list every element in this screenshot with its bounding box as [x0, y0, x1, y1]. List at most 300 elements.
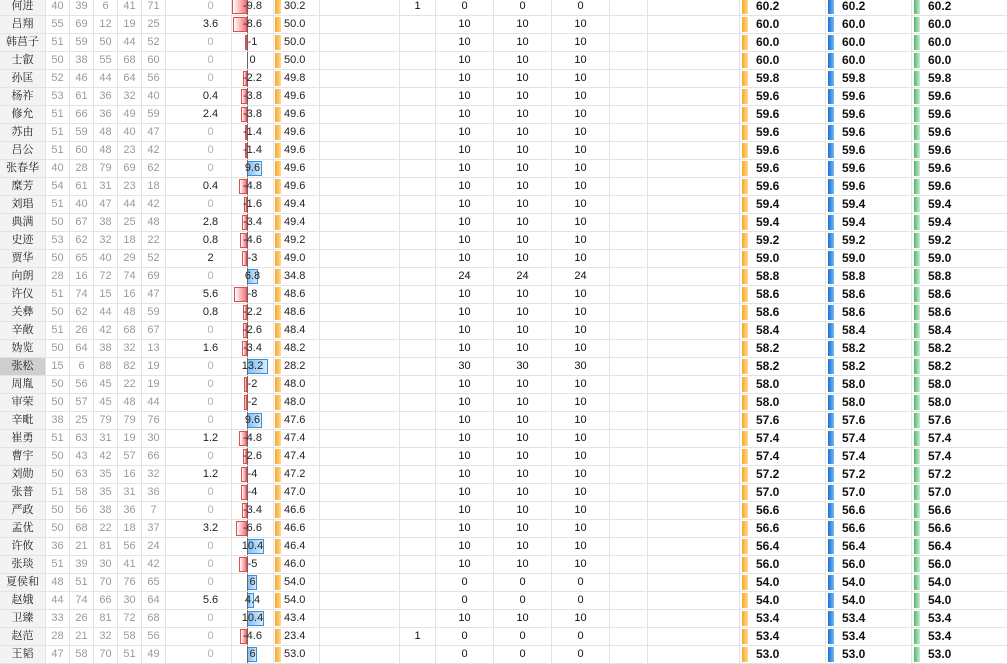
total-cell-green[interactable]: [912, 70, 1007, 87]
empty-cell[interactable]: [610, 376, 648, 393]
value-cell[interactable]: 10: [494, 196, 552, 213]
stat-cell[interactable]: 64: [142, 592, 166, 609]
score-cell[interactable]: [274, 610, 320, 627]
flag-cell[interactable]: [400, 286, 436, 303]
empty-cell[interactable]: [648, 304, 740, 321]
delta-cell[interactable]: [232, 232, 274, 249]
total-cell-blue[interactable]: [826, 322, 912, 339]
empty-cell[interactable]: [320, 610, 400, 627]
total-cell-blue[interactable]: [826, 610, 912, 627]
officer-name-cell[interactable]: 修允: [0, 106, 46, 123]
total-cell-green[interactable]: [912, 196, 1007, 213]
empty-cell[interactable]: [320, 430, 400, 447]
stat-cell[interactable]: 48: [118, 304, 142, 321]
total-cell-orange[interactable]: [740, 340, 826, 357]
empty-cell[interactable]: [648, 106, 740, 123]
value-cell[interactable]: 10: [552, 52, 610, 69]
stat-cell[interactable]: 56: [142, 70, 166, 87]
value-cell[interactable]: 10: [552, 106, 610, 123]
total-cell-blue[interactable]: [826, 538, 912, 555]
value-cell[interactable]: 10: [494, 106, 552, 123]
value-cell[interactable]: 10: [552, 322, 610, 339]
empty-cell[interactable]: [610, 340, 648, 357]
stat-cell[interactable]: 79: [94, 160, 118, 177]
total-cell-green[interactable]: [912, 502, 1007, 519]
stat-cell[interactable]: 44: [118, 34, 142, 51]
stat-cell[interactable]: 66: [142, 448, 166, 465]
total-cell-blue[interactable]: [826, 574, 912, 591]
stat-cell[interactable]: 59: [142, 106, 166, 123]
stat-cell[interactable]: 51: [70, 574, 94, 591]
stat-cell[interactable]: 33: [46, 610, 70, 627]
empty-cell[interactable]: [648, 376, 740, 393]
score-cell[interactable]: [274, 484, 320, 501]
empty-cell[interactable]: [320, 250, 400, 267]
delta-cell[interactable]: [232, 538, 274, 555]
value-cell[interactable]: 10: [552, 610, 610, 627]
value-cell[interactable]: 0: [436, 0, 494, 15]
total-cell-orange[interactable]: [740, 520, 826, 537]
value-cell[interactable]: 10: [552, 430, 610, 447]
total-cell-orange[interactable]: [740, 610, 826, 627]
score-cell[interactable]: [274, 430, 320, 447]
total-cell-orange[interactable]: [740, 70, 826, 87]
delta-cell[interactable]: [232, 304, 274, 321]
officer-name-cell[interactable]: 吕翔: [0, 16, 46, 33]
stat-cell[interactable]: 81: [94, 538, 118, 555]
delta-cell[interactable]: [232, 286, 274, 303]
value-cell[interactable]: 10: [436, 556, 494, 573]
bonus-cell[interactable]: 0: [190, 538, 232, 555]
stat-cell[interactable]: 47: [46, 646, 70, 663]
value-cell[interactable]: 30: [552, 358, 610, 375]
stat-cell[interactable]: 48: [118, 394, 142, 411]
value-cell[interactable]: 10: [494, 160, 552, 177]
bonus-cell[interactable]: 0: [190, 70, 232, 87]
total-cell-blue[interactable]: [826, 0, 912, 15]
stat-cell[interactable]: 79: [118, 412, 142, 429]
value-cell[interactable]: 10: [436, 286, 494, 303]
value-cell[interactable]: 24: [494, 268, 552, 285]
stat-cell[interactable]: 26: [70, 322, 94, 339]
total-cell-blue[interactable]: [826, 124, 912, 141]
delta-cell[interactable]: [232, 556, 274, 573]
stat-cell[interactable]: 44: [118, 196, 142, 213]
empty-cell[interactable]: [610, 538, 648, 555]
stat-cell[interactable]: 68: [70, 520, 94, 537]
total-cell-orange[interactable]: [740, 358, 826, 375]
stat-cell[interactable]: 48: [94, 142, 118, 159]
stat-cell[interactable]: 24: [142, 538, 166, 555]
total-cell-blue[interactable]: [826, 412, 912, 429]
value-cell[interactable]: 10: [552, 124, 610, 141]
total-cell-orange[interactable]: [740, 592, 826, 609]
stat-cell[interactable]: 40: [94, 250, 118, 267]
flag-cell[interactable]: [400, 502, 436, 519]
delta-cell[interactable]: [232, 196, 274, 213]
stat-cell[interactable]: 32: [118, 88, 142, 105]
empty-cell[interactable]: [610, 430, 648, 447]
value-cell[interactable]: 10: [552, 376, 610, 393]
value-cell[interactable]: 10: [552, 34, 610, 51]
stat-cell[interactable]: 32: [94, 628, 118, 645]
total-cell-green[interactable]: [912, 592, 1007, 609]
total-cell-orange[interactable]: [740, 646, 826, 663]
empty-cell[interactable]: [610, 0, 648, 15]
stat-cell[interactable]: 74: [70, 592, 94, 609]
stat-cell[interactable]: 42: [94, 322, 118, 339]
stat-cell[interactable]: 30: [94, 556, 118, 573]
bonus-cell[interactable]: 0: [190, 358, 232, 375]
flag-cell[interactable]: [400, 412, 436, 429]
value-cell[interactable]: 10: [436, 124, 494, 141]
officer-name-cell[interactable]: 张春华: [0, 160, 46, 177]
officer-name-cell[interactable]: 关彝: [0, 304, 46, 321]
stat-cell[interactable]: 40: [46, 160, 70, 177]
empty-cell[interactable]: [320, 70, 400, 87]
empty-cell[interactable]: [648, 502, 740, 519]
value-cell[interactable]: 0: [494, 592, 552, 609]
empty-cell[interactable]: [610, 124, 648, 141]
flag-cell[interactable]: 1: [400, 628, 436, 645]
empty-cell[interactable]: [610, 520, 648, 537]
delta-cell[interactable]: [232, 466, 274, 483]
stat-cell[interactable]: 65: [70, 250, 94, 267]
total-cell-orange[interactable]: [740, 412, 826, 429]
total-cell-green[interactable]: [912, 412, 1007, 429]
stat-cell[interactable]: 81: [94, 610, 118, 627]
score-cell[interactable]: [274, 250, 320, 267]
total-cell-orange[interactable]: [740, 16, 826, 33]
flag-cell[interactable]: [400, 304, 436, 321]
delta-cell[interactable]: [232, 268, 274, 285]
empty-cell[interactable]: [320, 484, 400, 501]
value-cell[interactable]: 10: [552, 448, 610, 465]
total-cell-blue[interactable]: [826, 268, 912, 285]
flag-cell[interactable]: [400, 34, 436, 51]
stat-cell[interactable]: 25: [142, 16, 166, 33]
score-cell[interactable]: [274, 106, 320, 123]
stat-cell[interactable]: 48: [94, 124, 118, 141]
score-cell[interactable]: [274, 286, 320, 303]
officer-name-cell[interactable]: 严政: [0, 502, 46, 519]
stat-cell[interactable]: 36: [118, 502, 142, 519]
stat-cell[interactable]: 51: [46, 556, 70, 573]
bonus-cell[interactable]: 0: [190, 556, 232, 573]
total-cell-orange[interactable]: [740, 448, 826, 465]
value-cell[interactable]: 0: [436, 628, 494, 645]
stat-cell[interactable]: 22: [142, 232, 166, 249]
stat-cell[interactable]: 44: [46, 592, 70, 609]
flag-cell[interactable]: [400, 232, 436, 249]
value-cell[interactable]: 10: [494, 448, 552, 465]
flag-cell[interactable]: [400, 592, 436, 609]
empty-cell[interactable]: [648, 358, 740, 375]
stat-cell[interactable]: 50: [46, 214, 70, 231]
bonus-cell[interactable]: 0: [190, 646, 232, 663]
total-cell-orange[interactable]: [740, 106, 826, 123]
stat-cell[interactable]: 40: [46, 0, 70, 15]
flag-cell[interactable]: [400, 466, 436, 483]
value-cell[interactable]: 10: [494, 538, 552, 555]
flag-cell[interactable]: [400, 16, 436, 33]
empty-cell[interactable]: [320, 0, 400, 15]
total-cell-orange[interactable]: [740, 466, 826, 483]
officer-name-cell[interactable]: 苏由: [0, 124, 46, 141]
stat-cell[interactable]: 19: [118, 16, 142, 33]
delta-cell[interactable]: [232, 358, 274, 375]
total-cell-orange[interactable]: [740, 160, 826, 177]
stat-cell[interactable]: 22: [118, 376, 142, 393]
score-cell[interactable]: [274, 502, 320, 519]
stat-cell[interactable]: 82: [118, 358, 142, 375]
value-cell[interactable]: 0: [552, 574, 610, 591]
value-cell[interactable]: 10: [494, 34, 552, 51]
flag-cell[interactable]: [400, 394, 436, 411]
value-cell[interactable]: 10: [436, 538, 494, 555]
total-cell-green[interactable]: [912, 52, 1007, 69]
flag-cell[interactable]: [400, 376, 436, 393]
empty-cell[interactable]: [648, 412, 740, 429]
stat-cell[interactable]: 65: [142, 574, 166, 591]
empty-cell[interactable]: [648, 70, 740, 87]
delta-cell[interactable]: [232, 178, 274, 195]
empty-cell[interactable]: [648, 394, 740, 411]
score-cell[interactable]: [274, 232, 320, 249]
total-cell-green[interactable]: [912, 160, 1007, 177]
bonus-cell[interactable]: 1.6: [190, 340, 232, 357]
total-cell-blue[interactable]: [826, 178, 912, 195]
bonus-cell[interactable]: 3.2: [190, 520, 232, 537]
delta-cell[interactable]: [232, 610, 274, 627]
total-cell-orange[interactable]: [740, 430, 826, 447]
value-cell[interactable]: 10: [494, 430, 552, 447]
stat-cell[interactable]: 53: [46, 88, 70, 105]
value-cell[interactable]: 10: [436, 52, 494, 69]
flag-cell[interactable]: [400, 430, 436, 447]
total-cell-green[interactable]: [912, 646, 1007, 663]
officer-name-cell[interactable]: 赵娥: [0, 592, 46, 609]
empty-cell[interactable]: [320, 322, 400, 339]
stat-cell[interactable]: 51: [46, 106, 70, 123]
stat-cell[interactable]: 74: [70, 286, 94, 303]
stat-cell[interactable]: 40: [70, 196, 94, 213]
delta-cell[interactable]: [232, 376, 274, 393]
total-cell-orange[interactable]: [740, 322, 826, 339]
delta-cell[interactable]: [232, 0, 274, 15]
stat-cell[interactable]: 41: [118, 0, 142, 15]
total-cell-orange[interactable]: [740, 376, 826, 393]
stat-cell[interactable]: 31: [118, 484, 142, 501]
stat-cell[interactable]: 51: [46, 322, 70, 339]
score-cell[interactable]: [274, 196, 320, 213]
score-cell[interactable]: [274, 394, 320, 411]
empty-cell[interactable]: [610, 34, 648, 51]
score-cell[interactable]: [274, 628, 320, 645]
score-cell[interactable]: [274, 52, 320, 69]
bonus-cell[interactable]: 0: [190, 268, 232, 285]
empty-cell[interactable]: [320, 628, 400, 645]
stat-cell[interactable]: 35: [94, 466, 118, 483]
value-cell[interactable]: 10: [436, 448, 494, 465]
empty-cell[interactable]: [610, 250, 648, 267]
bonus-cell[interactable]: 5.6: [190, 286, 232, 303]
stat-cell[interactable]: 61: [70, 178, 94, 195]
stat-cell[interactable]: 58: [70, 484, 94, 501]
value-cell[interactable]: 10: [436, 34, 494, 51]
total-cell-blue[interactable]: [826, 628, 912, 645]
empty-cell[interactable]: [648, 592, 740, 609]
total-cell-orange[interactable]: [740, 196, 826, 213]
total-cell-green[interactable]: [912, 484, 1007, 501]
stat-cell[interactable]: 60: [70, 142, 94, 159]
bonus-cell[interactable]: 0: [190, 322, 232, 339]
stat-cell[interactable]: 64: [118, 70, 142, 87]
empty-cell[interactable]: [648, 484, 740, 501]
officer-name-cell[interactable]: 吕公: [0, 142, 46, 159]
empty-cell[interactable]: [648, 340, 740, 357]
bonus-cell[interactable]: 2: [190, 250, 232, 267]
stat-cell[interactable]: 59: [70, 124, 94, 141]
bonus-cell[interactable]: 0.8: [190, 232, 232, 249]
stat-cell[interactable]: 15: [94, 286, 118, 303]
bonus-cell[interactable]: 3.6: [190, 16, 232, 33]
score-cell[interactable]: [274, 268, 320, 285]
stat-cell[interactable]: 23: [118, 178, 142, 195]
stat-cell[interactable]: 40: [118, 124, 142, 141]
value-cell[interactable]: 10: [552, 142, 610, 159]
stat-cell[interactable]: 16: [118, 286, 142, 303]
empty-cell[interactable]: [320, 592, 400, 609]
bonus-cell[interactable]: 0: [190, 34, 232, 51]
stat-cell[interactable]: 21: [70, 628, 94, 645]
stat-cell[interactable]: 71: [142, 0, 166, 15]
value-cell[interactable]: 10: [494, 88, 552, 105]
total-cell-green[interactable]: [912, 538, 1007, 555]
score-cell[interactable]: [274, 0, 320, 15]
stat-cell[interactable]: 50: [46, 304, 70, 321]
stat-cell[interactable]: 55: [94, 52, 118, 69]
bonus-cell[interactable]: 0.4: [190, 178, 232, 195]
officer-name-cell[interactable]: 孟优: [0, 520, 46, 537]
value-cell[interactable]: 10: [552, 484, 610, 501]
total-cell-green[interactable]: [912, 250, 1007, 267]
value-cell[interactable]: 10: [494, 466, 552, 483]
score-cell[interactable]: [274, 70, 320, 87]
total-cell-green[interactable]: [912, 268, 1007, 285]
bonus-cell[interactable]: 0: [190, 502, 232, 519]
total-cell-green[interactable]: [912, 286, 1007, 303]
score-cell[interactable]: [274, 646, 320, 663]
stat-cell[interactable]: 42: [142, 196, 166, 213]
empty-cell[interactable]: [610, 70, 648, 87]
stat-cell[interactable]: 18: [118, 232, 142, 249]
stat-cell[interactable]: 30: [118, 592, 142, 609]
stat-cell[interactable]: 61: [70, 88, 94, 105]
flag-cell[interactable]: [400, 160, 436, 177]
stat-cell[interactable]: 46: [70, 70, 94, 87]
score-cell[interactable]: [274, 538, 320, 555]
officer-name-cell[interactable]: 曹宇: [0, 448, 46, 465]
stat-cell[interactable]: 62: [70, 232, 94, 249]
empty-cell[interactable]: [320, 466, 400, 483]
stat-cell[interactable]: 48: [46, 574, 70, 591]
stat-cell[interactable]: 40: [142, 88, 166, 105]
officer-name-cell[interactable]: 王韬: [0, 646, 46, 663]
stat-cell[interactable]: 6: [94, 0, 118, 15]
total-cell-orange[interactable]: [740, 556, 826, 573]
value-cell[interactable]: 10: [436, 232, 494, 249]
stat-cell[interactable]: 39: [70, 556, 94, 573]
value-cell[interactable]: 10: [494, 232, 552, 249]
officer-name-cell[interactable]: 向朗: [0, 268, 46, 285]
total-cell-green[interactable]: [912, 106, 1007, 123]
stat-cell[interactable]: 47: [142, 286, 166, 303]
empty-cell[interactable]: [320, 394, 400, 411]
total-cell-orange[interactable]: [740, 538, 826, 555]
value-cell[interactable]: 10: [494, 520, 552, 537]
total-cell-green[interactable]: [912, 574, 1007, 591]
bonus-cell[interactable]: 0: [190, 0, 232, 15]
flag-cell[interactable]: [400, 484, 436, 501]
total-cell-green[interactable]: [912, 304, 1007, 321]
stat-cell[interactable]: 44: [94, 70, 118, 87]
officer-name-cell[interactable]: 士叡: [0, 52, 46, 69]
value-cell[interactable]: 10: [436, 196, 494, 213]
empty-cell[interactable]: [320, 178, 400, 195]
value-cell[interactable]: 10: [436, 484, 494, 501]
stat-cell[interactable]: 25: [70, 412, 94, 429]
bonus-cell[interactable]: 0: [190, 448, 232, 465]
total-cell-blue[interactable]: [826, 448, 912, 465]
officer-name-cell[interactable]: 妫览: [0, 340, 46, 357]
total-cell-orange[interactable]: [740, 34, 826, 51]
value-cell[interactable]: 10: [552, 538, 610, 555]
stat-cell[interactable]: 51: [46, 142, 70, 159]
officer-name-cell[interactable]: 崔勇: [0, 430, 46, 447]
stat-cell[interactable]: 52: [142, 250, 166, 267]
empty-cell[interactable]: [320, 304, 400, 321]
empty-cell[interactable]: [320, 448, 400, 465]
empty-cell[interactable]: [648, 142, 740, 159]
stat-cell[interactable]: 50: [46, 502, 70, 519]
empty-cell[interactable]: [610, 142, 648, 159]
empty-cell[interactable]: [648, 214, 740, 231]
stat-cell[interactable]: 18: [118, 520, 142, 537]
stat-cell[interactable]: 70: [94, 574, 118, 591]
total-cell-green[interactable]: [912, 358, 1007, 375]
bonus-cell[interactable]: 0: [190, 142, 232, 159]
stat-cell[interactable]: 26: [70, 610, 94, 627]
flag-cell[interactable]: [400, 88, 436, 105]
delta-cell[interactable]: [232, 592, 274, 609]
value-cell[interactable]: 10: [552, 502, 610, 519]
empty-cell[interactable]: [320, 502, 400, 519]
delta-cell[interactable]: [232, 430, 274, 447]
total-cell-orange[interactable]: [740, 502, 826, 519]
bonus-cell[interactable]: 0: [190, 628, 232, 645]
value-cell[interactable]: 0: [552, 646, 610, 663]
value-cell[interactable]: 10: [494, 376, 552, 393]
bonus-cell[interactable]: 0.4: [190, 88, 232, 105]
officer-name-cell[interactable]: 张普: [0, 484, 46, 501]
empty-cell[interactable]: [320, 286, 400, 303]
total-cell-green[interactable]: [912, 340, 1007, 357]
total-cell-green[interactable]: [912, 88, 1007, 105]
empty-cell[interactable]: [648, 52, 740, 69]
stat-cell[interactable]: 51: [118, 646, 142, 663]
delta-cell[interactable]: [232, 88, 274, 105]
